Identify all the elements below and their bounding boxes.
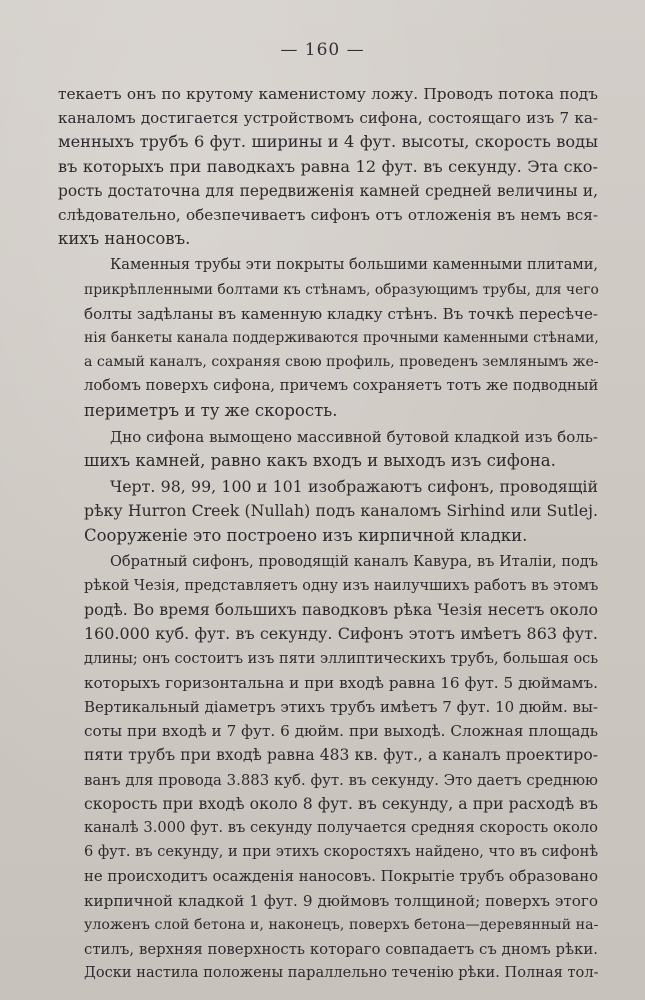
text-line: Каменныя трубы эти покрыты большими каменными плитами, — [110, 256, 599, 274]
text-line: 6 фут. въ секунду, и при этихъ скоростяхъ найдено, что въ сифонѣ — [84, 843, 599, 861]
text-line: периметръ и ту же скорость. — [84, 400, 338, 420]
text-line: родѣ. Во время большихъ паводковъ рѣка Чезія несетъ около — [84, 600, 598, 620]
text-line: которыхъ горизонтальна и при входѣ равна 16 фут. 5 дюймамъ. — [84, 673, 598, 692]
paragraph-3 — [58, 425, 598, 473]
text-line: болты задѣланы въ каменную кладку стѣнъ. Въ точкѣ пересѣче- — [84, 304, 598, 323]
text-line: рѣку Hurron Creek (Nullah) подъ каналомъ Sirhind или Sutlej. — [84, 501, 598, 521]
text-line: длины; онъ состоитъ изъ пяти эллиптическихъ трубъ, большая ось — [84, 650, 599, 667]
text-line: Вертикальный діаметръ этихъ трубъ имѣетъ 7 фут. 10 дюйм. вы- — [84, 698, 598, 717]
text-line: прикрѣпленными болтами къ стѣнамъ, образующимъ трубы, для чего — [84, 281, 599, 298]
text-line: каналомъ достигается устройствомъ сифона, состоящаго изъ 7 ка- — [58, 109, 598, 128]
text-line: рѣкой Чезія, представляетъ одну изъ наилучшихъ работъ въ этомъ — [84, 578, 599, 595]
text-line: ванъ для провода 3.883 куб. фут. въ секунду. Это даетъ среднюю — [84, 770, 598, 789]
text-line: Доски настила положены параллельно теченію рѣки. Полная тол- — [84, 964, 599, 982]
text-line: кирпичной кладкой 1 фут. 9 дюймовъ толщиной; поверхъ этого — [84, 891, 598, 910]
text-line: стилъ, верхняя поверхность котораго совпадаетъ съ дномъ рѣки. — [84, 940, 598, 959]
text-line: рость достаточна для передвиженія камней средней величины и, — [58, 181, 598, 200]
text-line: не происходитъ осажденія наносовъ. Покрытіе трубъ образовано — [84, 867, 598, 885]
page-number: — 160 — — [280, 40, 365, 60]
text-line: 160.000 куб. фут. въ секунду. Сифонъ этотъ имѣетъ 863 фут. — [84, 624, 598, 644]
text-line: слѣдовательно, обезпечиваетъ сифонъ отъ отложенія въ немъ вся- — [58, 206, 598, 225]
text-line: Сооруженіе это построено изъ кирпичной кладки. — [84, 525, 528, 545]
text-line: а самый каналъ, сохраняя свою профиль, проведенъ землянымъ же- — [84, 354, 599, 371]
text-line: пяти трубъ при входѣ равна 483 кв. фут., а каналъ проектиро- — [84, 746, 598, 765]
paragraph-1 — [58, 82, 598, 251]
text-line: скорость при входѣ около 8 фут. въ секунду, а при расходѣ въ — [84, 793, 598, 813]
text-line: соты при входѣ и 7 фут. 6 дюйм. при выходѣ. Сложная площадь — [84, 722, 598, 741]
text-line: уложенъ слой бетона и, наконецъ, поверхъ бетона—деревянный на- — [84, 916, 599, 933]
body-text — [58, 82, 598, 988]
text-line: менныхъ трубъ 6 фут. ширины и 4 фут. высоты, скорость воды — [58, 132, 598, 152]
text-line: текаетъ онъ по крутому каменистому ложу. Проводъ потока подъ — [58, 85, 598, 103]
text-line: нія банкеты канала поддерживаются прочными каменными стѣнами, — [84, 330, 599, 347]
text-line: кихъ наносовъ. — [58, 229, 191, 249]
paragraph-4 — [58, 475, 598, 548]
text-line: Черт. 98, 99, 100 и 101 изображаютъ сифонъ, проводящій — [110, 477, 598, 497]
paragraph-5 — [58, 550, 598, 986]
text-line: въ которыхъ при паводкахъ равна 12 фут. въ секунду. Эта ско- — [58, 156, 598, 176]
text-line: лобомъ поверхъ сифона, причемъ сохраняетъ тотъ же подводный — [84, 377, 599, 395]
paragraph-2 — [58, 253, 598, 422]
text-line: Обратный сифонъ, проводящій каналъ Кавура, въ Италіи, подъ — [110, 553, 598, 570]
text-line: шихъ камней, равно какъ входъ и выходъ изъ сифона. — [84, 451, 556, 471]
text-line: Дно сифона вымощено массивной бутовой кладкой изъ боль- — [110, 427, 598, 446]
text-line: каналѣ 3.000 фут. въ секунду получается средняя скорость около — [84, 819, 598, 837]
